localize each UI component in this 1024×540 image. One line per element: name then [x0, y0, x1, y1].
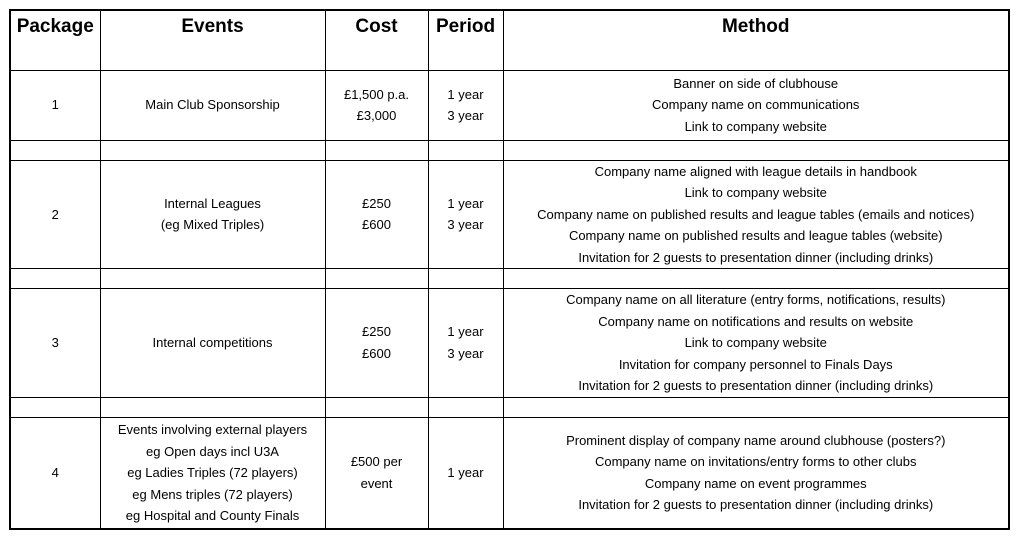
cost-line: £600	[362, 217, 391, 233]
method-line: Link to company website	[684, 118, 827, 134]
events-line: (eg Mixed Triples)	[160, 217, 265, 233]
events-cell	[100, 160, 325, 269]
cost-line: £250	[362, 324, 391, 340]
events-line: eg Mens triples (72 players)	[132, 486, 293, 502]
events-line: Internal Leagues	[164, 195, 261, 211]
package-number: 2	[10, 160, 100, 269]
cost-line: £1,500 p.a.	[343, 86, 410, 102]
method-line: Link to company website	[684, 335, 827, 350]
events-line: Internal competitions	[152, 335, 273, 350]
method-line: Invitation for company personnel to Finals Days	[618, 356, 893, 372]
events-line: eg Open days incl U3A	[146, 443, 279, 459]
sponsorship-packages-table	[9, 9, 1010, 530]
cost-line: event	[360, 475, 393, 491]
header-package: Package	[10, 10, 100, 70]
method-line: Banner on side of clubhouse	[673, 75, 839, 91]
period-cell	[428, 70, 503, 140]
method-line: Company name on invitations/entry forms to other clubs	[594, 454, 917, 470]
events-line: eg Hospital and County Finals	[125, 508, 300, 523]
spacer-row	[10, 140, 1009, 160]
package-number: 1	[10, 70, 100, 140]
period-line: 1 year	[447, 195, 484, 211]
header-period: Period	[428, 10, 503, 70]
cost-line: £600	[362, 345, 391, 361]
period-line: 3 year	[447, 108, 484, 123]
method-line: Company name on all literature (entry forms, notifications, results)	[566, 292, 946, 307]
method-line: Link to company website	[684, 185, 827, 200]
method-line: Invitation for 2 guests to presentation dinner (including drinks)	[578, 249, 934, 265]
period-line: 1 year	[447, 324, 484, 340]
period-cell	[428, 289, 503, 398]
method-line: Company name on communications	[652, 97, 860, 113]
method-cell	[503, 70, 1009, 140]
period-line: 1 year	[447, 465, 484, 480]
cost-line: £500 per	[350, 454, 403, 470]
package-row	[10, 70, 1009, 140]
events-line: Main Club Sponsorship	[145, 97, 280, 113]
period-line: 3 year	[447, 217, 484, 233]
method-line: Prominent display of company name around clubhouse (posters?)	[566, 432, 946, 448]
package-row	[10, 160, 1009, 269]
package-row	[10, 289, 1009, 398]
package-number: 4	[10, 417, 100, 529]
method-cell	[503, 160, 1009, 269]
method-cell	[503, 289, 1009, 398]
method-cell	[503, 417, 1009, 529]
events-cell	[100, 417, 325, 529]
cost-line: £250	[362, 195, 391, 211]
spacer-row	[10, 269, 1009, 289]
cost-cell	[325, 289, 428, 398]
events-cell	[100, 70, 325, 140]
events-line: eg Ladies Triples (72 players)	[127, 465, 298, 480]
package-row	[10, 417, 1009, 529]
cost-cell	[325, 417, 428, 529]
method-line: Company name on published results and league tables (emails and notices)	[537, 206, 975, 222]
method-line: Company name aligned with league details in handbook	[594, 163, 917, 179]
period-cell	[428, 417, 503, 529]
period-cell	[428, 160, 503, 269]
method-line: Company name on event programmes	[644, 475, 867, 491]
spacer-row	[10, 397, 1009, 417]
header-events: Events	[100, 10, 325, 70]
method-line: Company name on published results and league tables (website)	[568, 228, 943, 243]
header-cost: Cost	[325, 10, 428, 70]
header-method: Method	[503, 10, 1009, 70]
period-line: 3 year	[447, 345, 484, 361]
method-line: Company name on notifications and results on website	[598, 313, 914, 329]
method-line: Invitation for 2 guests to presentation dinner (including drinks)	[578, 497, 934, 513]
header-row	[10, 10, 1009, 70]
events-cell	[100, 289, 325, 398]
package-number: 3	[10, 289, 100, 398]
period-line: 1 year	[447, 86, 484, 102]
method-line: Invitation for 2 guests to presentation dinner (including drinks)	[578, 378, 934, 393]
events-line: Events involving external players	[117, 422, 308, 437]
cost-cell	[325, 70, 428, 140]
cost-cell	[325, 160, 428, 269]
cost-line: £3,000	[356, 108, 397, 123]
